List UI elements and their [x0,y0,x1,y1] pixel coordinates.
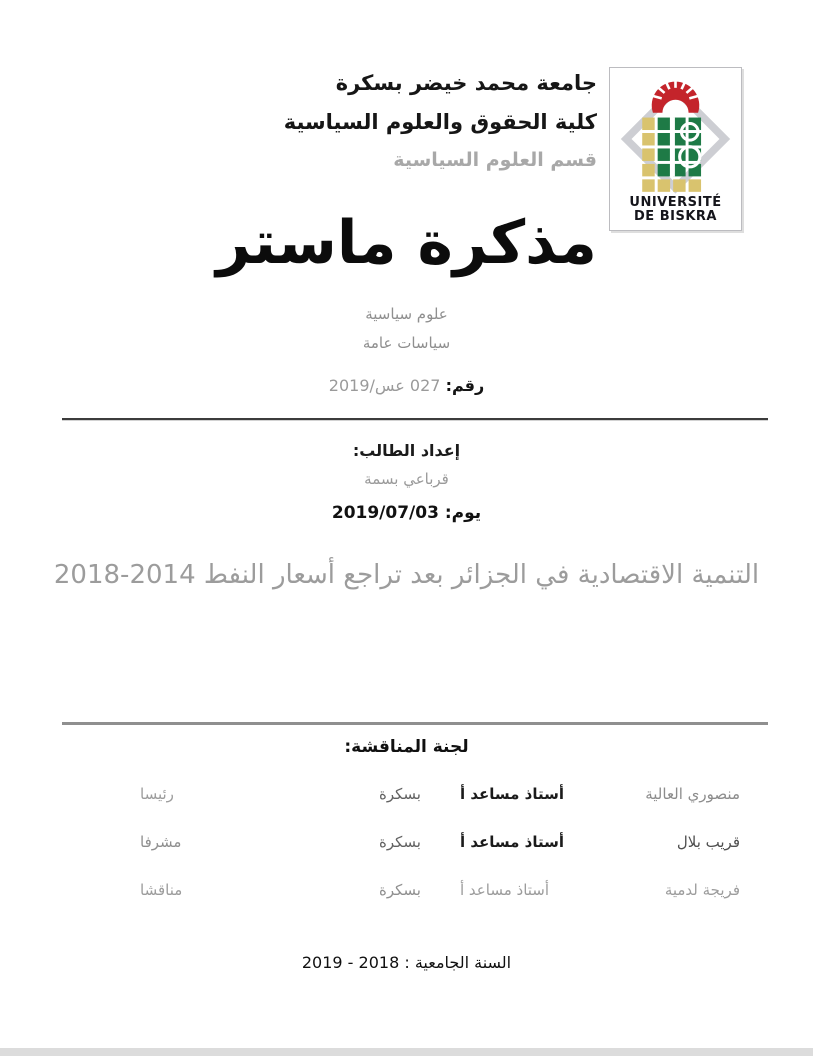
student-name: قرباعي بسمة [364,470,449,488]
committee-row [140,770,740,818]
department-name: قسم العلوم السياسية [393,149,597,171]
university-header [284,64,597,178]
member-city: بسكرة [379,785,421,803]
committee-heading: لجنة المناقشة: [344,737,469,757]
horizontal-rule-top [62,418,768,421]
document-type-title: مذكرة ماستر [216,208,597,278]
member-grade: أستاذ مساعد أ [460,833,565,851]
field-of-study: علوم سياسية [365,305,448,323]
university-logo [609,67,742,231]
university-name: جامعة محمد خيضر بسكرة [335,71,597,95]
committee-row [140,866,740,914]
committee-row [140,818,740,866]
defense-date [0,503,813,523]
viewer-bottom-edge [0,1048,813,1056]
number-label: رقم: [445,376,485,395]
horizontal-rule-bottom [62,722,768,725]
number-value: 027 عس/2019 [328,376,441,395]
member-name: قريب بلال [676,833,740,851]
member-grade: أستاذ مساعد أ [460,785,565,803]
member-city: بسكرة [379,881,421,899]
faculty-name: كلية الحقوق والعلوم السياسية [283,110,597,134]
academic-year: السنة الجامعية : 2018 - 2019 [301,953,512,972]
specialty: سياسات عامة [362,334,451,352]
date-value: 2019/07/03 [331,503,439,523]
member-role: رئيسا [140,785,174,803]
member-role: مشرفا [140,833,182,851]
member-role: مناقشا [140,881,183,899]
biskra-emblem-icon [612,70,739,196]
member-name: منصوري العالية [645,785,740,803]
prepared-by-label: إعداد الطالب: [352,441,461,460]
committee-table [140,770,740,914]
thesis-title: التنمية الاقتصادية في الجزائر بعد تراجع أسعار النفط 2014‏-‏2018 [53,560,760,590]
logo-caption-line1: UNIVERSITÉ [629,195,722,210]
registration-number [0,376,813,395]
date-label: يوم: [444,503,482,523]
member-grade: أستاذ مساعد أ [460,881,550,899]
member-city: بسكرة [379,833,421,851]
logo-caption-line2: DE BISKRA [634,209,717,224]
member-name: فريجة لدمية [664,881,740,899]
